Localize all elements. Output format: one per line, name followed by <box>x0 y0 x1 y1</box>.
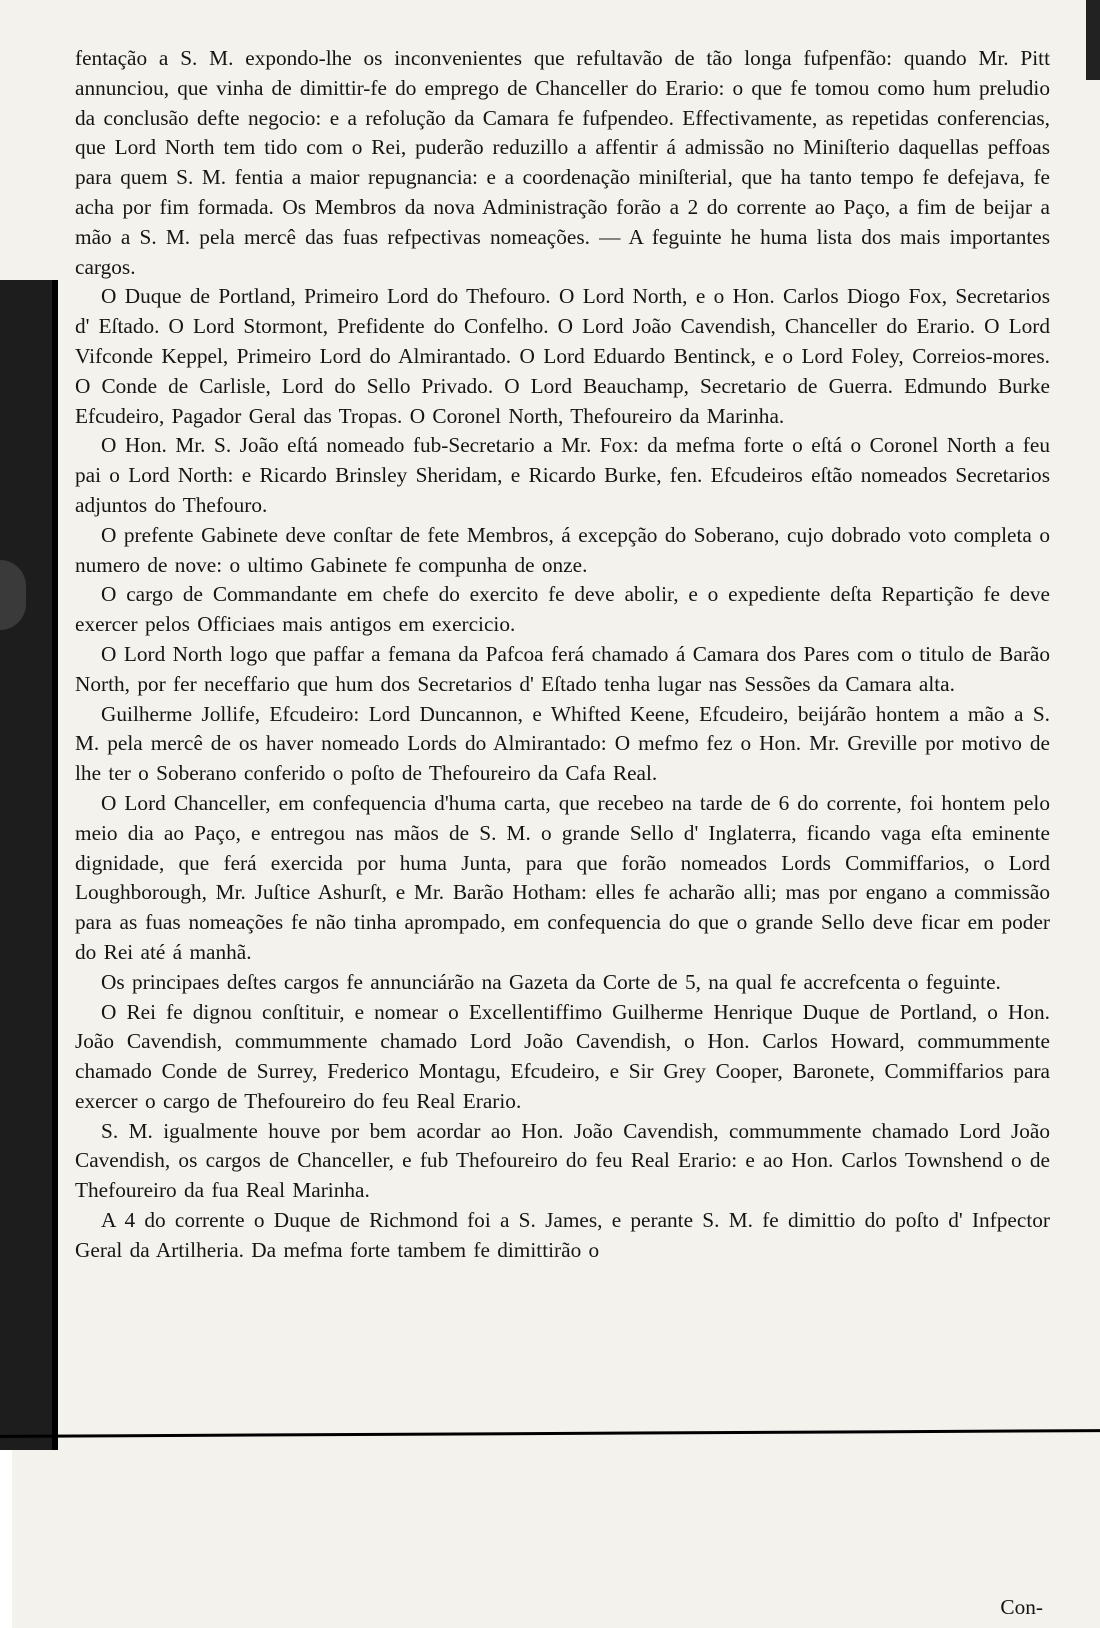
paragraph-chancellor: O Lord Chanceller, em confequencia d'huma carta, que recebeo na tarde de 6 do corrente, foi hontem pelo meio dia ao Paço, e entregou nas mãos de S. M. o grande Sello d' Inglaterra, ficando vaga eſta eminente dignidade, que ferá exercida por huma Junta, para que forão nomeados Lords Commiffarios, o Lord Loughborough, Mr. Juſtice Ashurſt, e Mr. Barão Hotham: elles fe acharão alli; mas por engano a commissão para as fuas nomeações fe não tinha aprompado, em confequencia do que o grande Sello deve ficar em poder do Rei até á manhã. <box>75 790 1050 964</box>
paragraph-secretaries: O Hon. Mr. S. João eſtá nomeado fub-Secretario a Mr. Fox: da mefma forte o eſtá o Coronel North a feu pai o Lord North: e Ricardo Brinsley Sheridam, e Ricardo Burke, fen. Efcudeiros eſtão nomeados Secretarios adjuntos do Thefouro. <box>75 433 1050 517</box>
paragraph-cavendish: S. M. igualmente houve por bem acordar ao Hon. João Cavendish, commummente chamado Lord João Cavendish, os cargos de Chanceller, e fub Thefoureiro do feu Real Erario: e ao Hon. Carlos Townshend o de Thefoureiro da fua Real Marinha. <box>75 1118 1050 1203</box>
scan-dark-margin <box>0 280 58 1450</box>
paragraph-cabinet: O prefente Gabinete deve conſtar de fete Membros, á excepção do Soberano, cujo dobrado voto completa o numero de nove: o ultimo Gabinete fe compunha de onze. <box>75 522 1050 577</box>
catchword: Con- <box>1000 1595 1043 1619</box>
paragraph-appointments-list: O Duque de Portland, Primeiro Lord do Thefouro. O Lord North, e o Hon. Carlos Diogo Fox, Secretarios d' Eſtado. O Lord Stormont, Prefidente do Confelho. O Lord João Cavendish, Chanceller do Erario. O Lord Vifconde Keppel, Primeiro Lord do Almirantado. O Lord Eduardo Bentinck, e o Lord Foley, Correios-mores. O Conde de Carlisle, Lord do Sello Privado. O Lord Beauchamp, Secretario de Guerra. Edmundo Burke Efcudeiro, Pagador Geral das Tropas. O Coronel North, Thefoureiro da Marinha. <box>75 284 1050 428</box>
paragraph-lord-north: O Lord North logo que paffar a femana da Pafcoa ferá chamado á Camara dos Pares com o titulo de Barão North, por fer neceffario que hum dos Secretarios d' Eſtado tenha lugar nas Sessões da Camara alta. <box>75 641 1050 696</box>
paragraph-commander: O cargo de Commandante em chefe do exercito fe deve abolir, e o expediente deſta Repartição fe deve exercer pelos Officiaes mais antigos em exercicio. <box>75 582 1050 637</box>
paragraph-treasury-commission: O Rei fe dignou conſtituir, e nomear o Excellentiffimo Guilherme Henrique Duque de Portland, o Hon. João Cavendish, commummente chamado Lord João Cavendish, o Hon. Carlos Howard, commummente chamado Conde de Surrey, Frederico Montagu, Efcudeiro, e Sir Grey Cooper, Baronete, Commiffarios para exercer o cargo de Thefoureiro do feu Real Erario. <box>75 999 1050 1113</box>
scan-right-edge <box>1086 0 1100 80</box>
scan-paper-edge <box>0 1450 12 1628</box>
document-page <box>75 44 1050 1266</box>
page-fold-line <box>0 1429 1100 1438</box>
paragraph-gazette: Os principaes deſtes cargos fe annunciárão na Gazeta da Corte de 5, na qual fe accrefcenta o feguinte. <box>101 969 1001 994</box>
paragraph-richmond: A 4 do corrente o Duque de Richmond foi a S. James, e perante S. M. fe dimittio do poſto d' Infpector Geral da Artilheria. Da mefma forte tambem fe dimittirão o <box>75 1208 1050 1262</box>
paragraph-continuation: fentação a S. M. expondo-lhe os inconvenientes que refultavão de tão longa fufpenfão: quando Mr. Pitt annunciou, que vinha de dimittir-fe do emprego de Chanceller do Erario: o que fe tomou como hum preludio da conclusão defte negocio: e a refolução da Camara fe fufpendeo. Effectivamente, as repetidas conferencias, que Lord North tem tido com o Rei, puderão reduzillo a affentir á admissão no Miniſterio daquellas peffoas para quem S. M. fentia a maior repugnancia: e a coordenação miniſterial, que ha tanto tempo fe defejava, fe acha por fim formada. Os Membros da nova Administração forão a 2 do corrente ao Paço, a fim de beijar a mão a S. M. pela mercê das fuas refpectivas nomeações. — A feguinte he huma lista dos mais importantes cargos. <box>75 46 1050 279</box>
paragraph-admiralty: Guilherme Jollife, Efcudeiro: Lord Duncannon, e Whifted Keene, Efcudeiro, beijárão hontem a mão a S. M. pela mercê de os haver nomeado Lords do Almirantado: O mefmo fez o Hon. Mr. Greville por motivo de lhe ter o Soberano conferido o poſto de Thefoureiro da Cafa Real. <box>75 701 1050 786</box>
